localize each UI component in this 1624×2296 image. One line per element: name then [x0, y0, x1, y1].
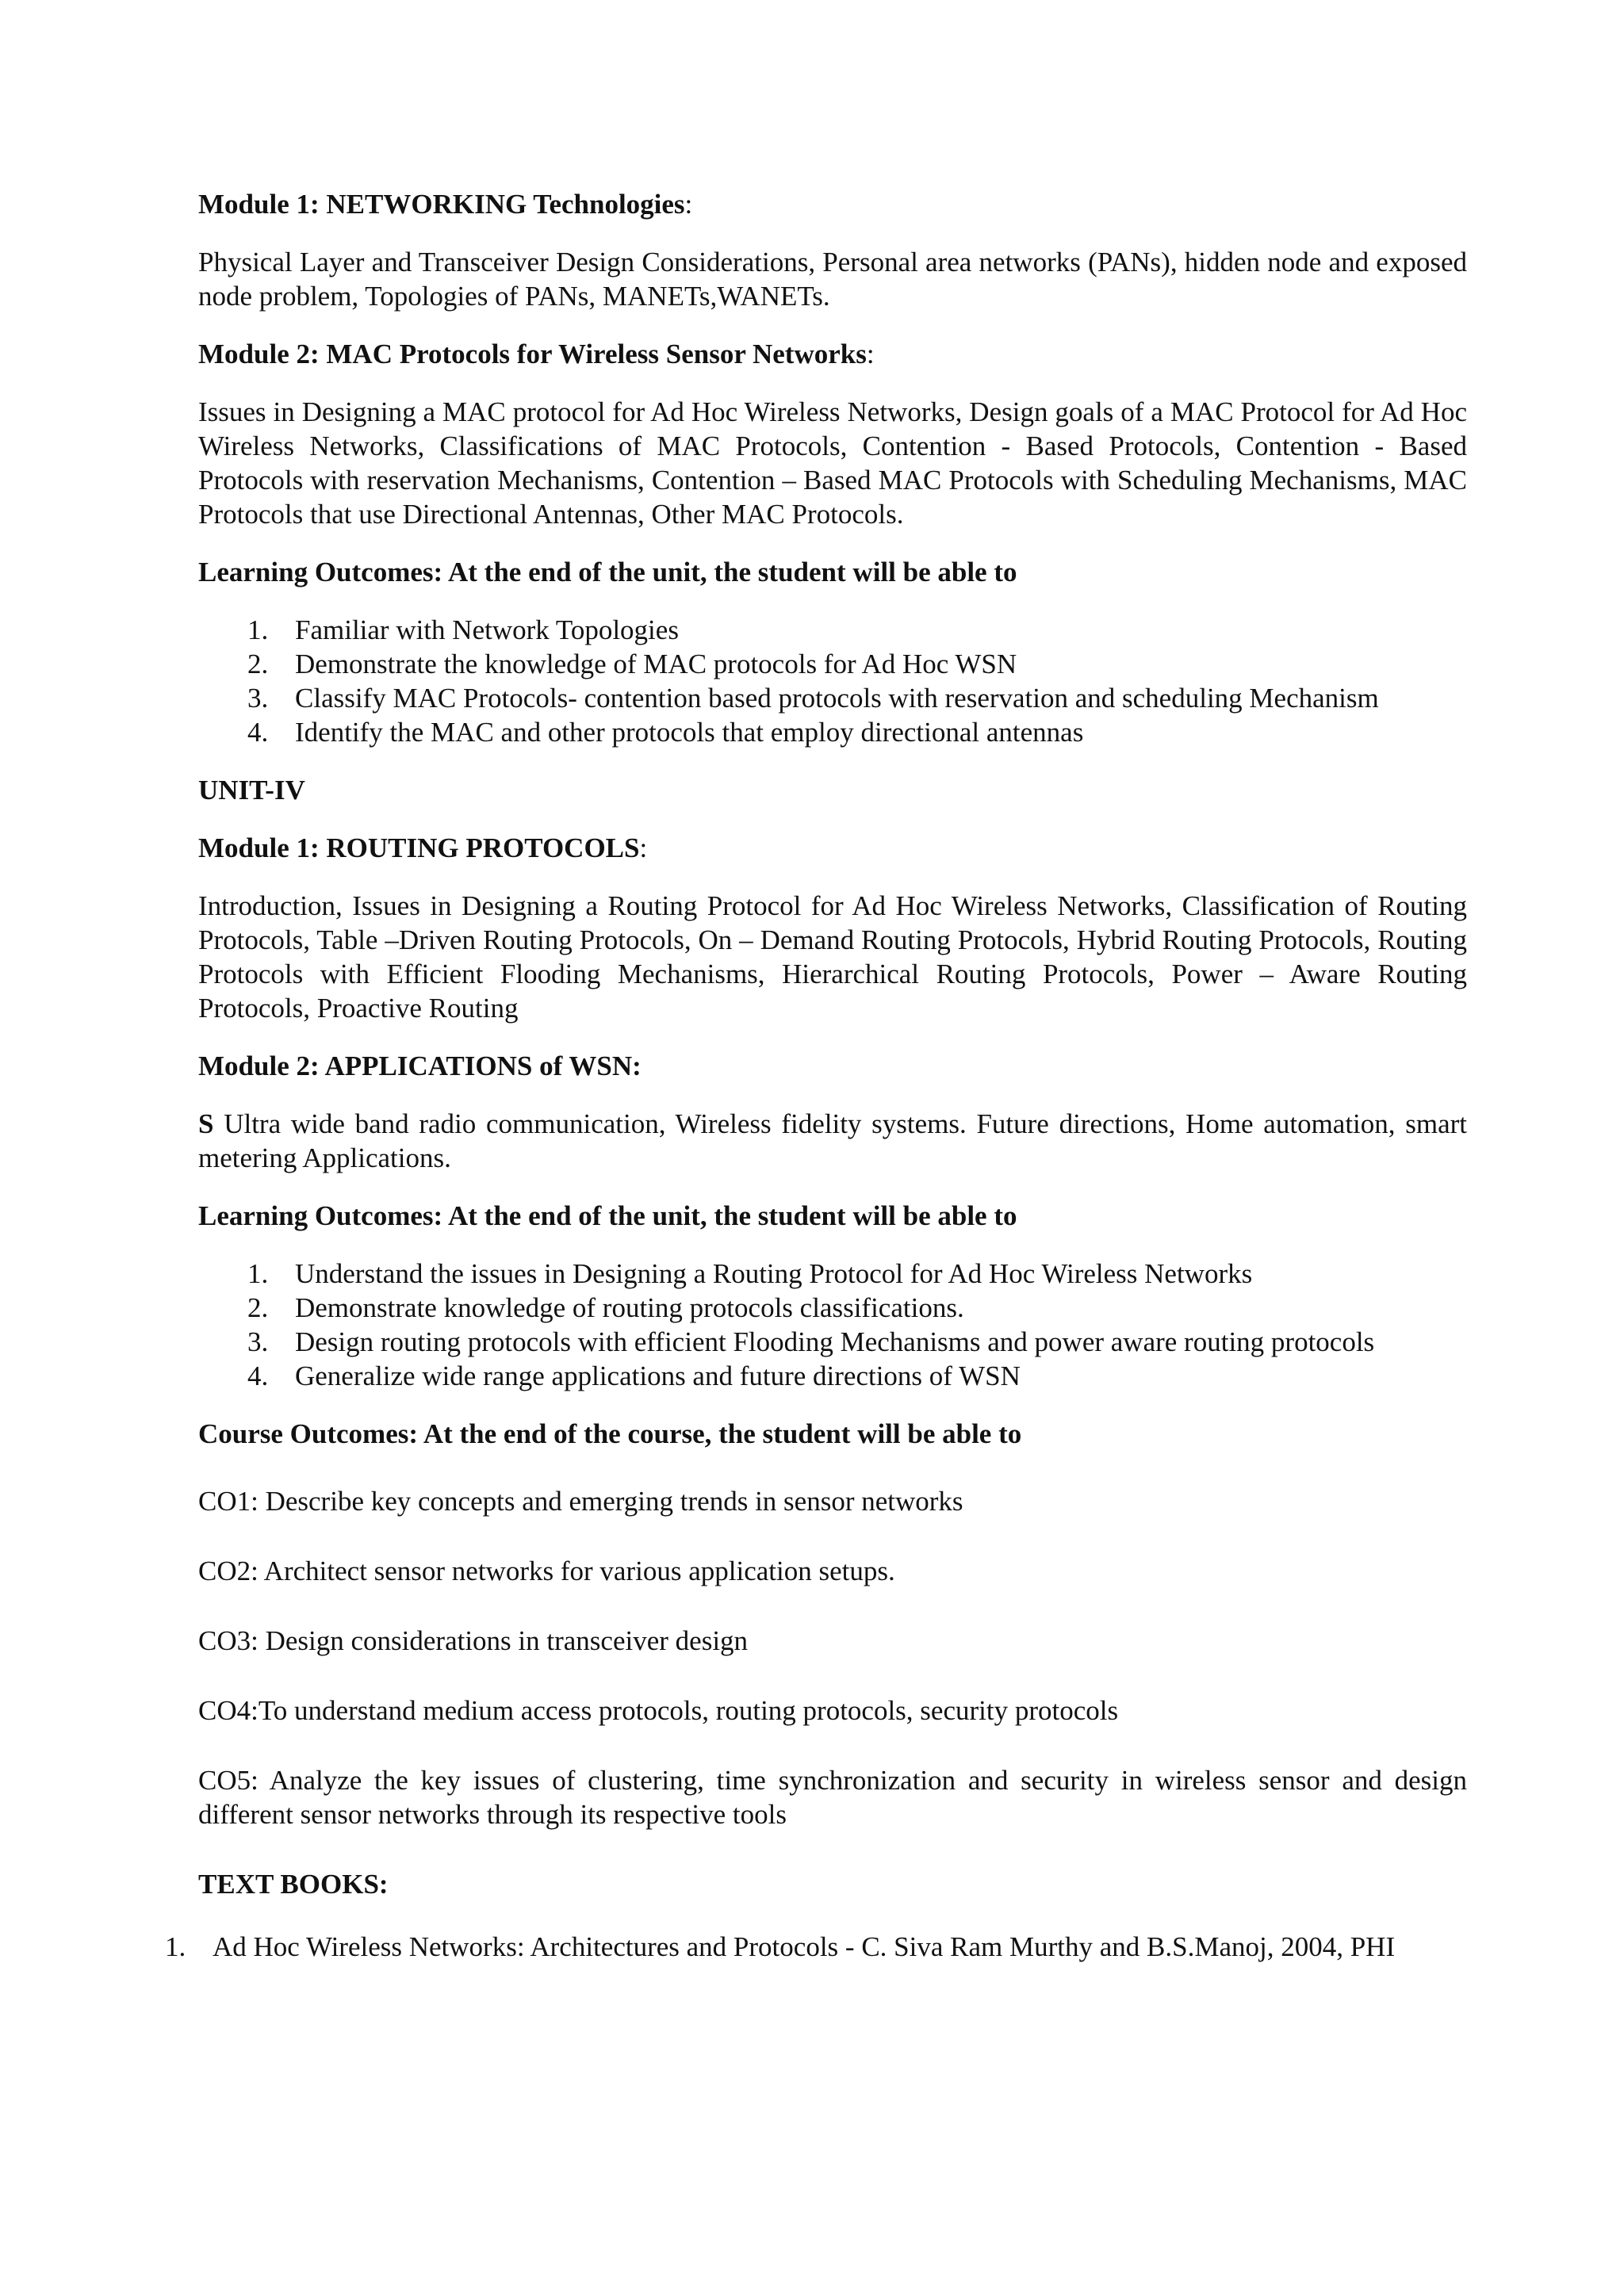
- heading-colon: :: [866, 339, 875, 369]
- list-item-text: Ad Hoc Wireless Networks: Architectures and Protocols - C. Siva Ram Murthy and B.S.Manoj, 2004, PHI: [213, 1931, 1396, 1962]
- list-item: [165, 1930, 1467, 1964]
- text-books-list: [165, 1930, 1467, 1964]
- list-item: [198, 1325, 1467, 1359]
- list-item-text: Understand the issues in Designing a Routing Protocol for Ad Hoc Wireless Networks: [295, 1258, 1253, 1289]
- module-description: Issues in Designing a MAC protocol for Ad Hoc Wireless Networks, Design goals of a MAC Protocol for Ad Hoc Wireless Networks, Classifications of MAC Protocols, Contention - Based Protocols, Contention - Based Protocols with reservation Mechanisms, Contention – Based MAC Protocols with Scheduling Mechanisms, MAC Protocols that use Directional Antennas, Other MAC Protocols.: [198, 396, 1467, 530]
- module-heading-text: Module 2: MAC Protocols for Wireless Sensor Networks: [198, 339, 867, 369]
- course-outcome-item: CO3: Design considerations in transceiver design: [198, 1625, 749, 1656]
- list-number: 1.: [247, 1258, 269, 1289]
- module-description: Introduction, Issues in Designing a Routing Protocol for Ad Hoc Wireless Networks, Classification of Routing Protocols, Table –Driven Routing Protocols, On – Demand Routing Protocols, Hybrid Routing Protocols, Routing Protocols with Efficient Flooding Mechanisms, Hierarchical Routing Protocols, Power – Aware Routing Protocols, Proactive Routing: [198, 890, 1467, 1024]
- syllabus-page: [165, 187, 1468, 1964]
- list-item-text: Identify the MAC and other protocols that employ directional antennas: [295, 717, 1084, 748]
- list-item: [198, 647, 1467, 681]
- list-item: [198, 613, 1467, 647]
- list-item-text: Demonstrate the knowledge of MAC protocols for Ad Hoc WSN: [295, 649, 1017, 679]
- course-outcome-item: CO5: Analyze the key issues of clustering, time synchronization and security in wireless sensor and design different sensor networks through its respective tools: [198, 1765, 1467, 1830]
- heading-colon: :: [684, 189, 693, 220]
- module-description: [198, 1107, 1467, 1175]
- list-item: [198, 681, 1467, 715]
- learning-outcomes-heading: Learning Outcomes: At the end of the unit, the student will be able to: [198, 1200, 1017, 1231]
- list-number: 2.: [247, 1292, 269, 1323]
- module-description: Physical Layer and Transceiver Design Considerations, Personal area networks (PANs), hidden node and exposed node problem, Topologies of PANs, MANETs,WANETs.: [198, 247, 1467, 312]
- list-number: 2.: [247, 649, 269, 679]
- text-books-heading: TEXT BOOKS:: [198, 1869, 389, 1900]
- description-lead: S: [198, 1108, 214, 1139]
- course-outcome-item: CO4:To understand medium access protocols, routing protocols, security protocols: [198, 1695, 1119, 1726]
- list-item-text: Design routing protocols with efficient Flooding Mechanisms and power aware routing protocols: [295, 1326, 1375, 1357]
- module-heading-text: Module 1: ROUTING PROTOCOLS: [198, 832, 640, 863]
- list-item: [198, 1257, 1467, 1291]
- list-number: 4.: [247, 1360, 269, 1391]
- course-outcomes-heading: Course Outcomes: At the end of the course, the student will be able to: [198, 1418, 1022, 1449]
- list-item-text: Familiar with Network Topologies: [295, 614, 679, 645]
- unit-title: UNIT-IV: [198, 775, 305, 806]
- module-heading: [198, 337, 1467, 371]
- list-number: 1.: [165, 1931, 186, 1962]
- list-item-text: Classify MAC Protocols- contention based protocols with reservation and scheduling Mechanism: [295, 683, 1379, 714]
- module-heading: Module 2: APPLICATIONS of WSN:: [198, 1050, 642, 1081]
- learning-outcomes-list: [198, 1257, 1467, 1393]
- course-outcome-item: CO2: Architect sensor networks for various application setups.: [198, 1556, 895, 1586]
- list-number: 3.: [247, 683, 269, 714]
- list-number: 1.: [247, 614, 269, 645]
- module-heading-text: Module 1: NETWORKING Technologies: [198, 189, 685, 220]
- learning-outcomes-heading: Learning Outcomes: At the end of the unit, the student will be able to: [198, 557, 1017, 587]
- course-outcome-item: CO1: Describe key concepts and emerging trends in sensor networks: [198, 1486, 963, 1517]
- module-heading: [198, 187, 1467, 221]
- heading-colon: :: [639, 832, 648, 863]
- list-item: [198, 1291, 1467, 1325]
- list-item: [198, 715, 1467, 749]
- list-item: [198, 1359, 1467, 1393]
- list-number: 4.: [247, 717, 269, 748]
- module-heading: [198, 831, 1467, 865]
- learning-outcomes-list: [198, 613, 1467, 749]
- description-text: Ultra wide band radio communication, Wireless fidelity systems. Future directions, Home automation, smart metering Applications.: [198, 1108, 1468, 1173]
- list-item-text: Demonstrate knowledge of routing protocols classifications.: [295, 1292, 964, 1323]
- list-item-text: Generalize wide range applications and future directions of WSN: [295, 1360, 1021, 1391]
- list-number: 3.: [247, 1326, 269, 1357]
